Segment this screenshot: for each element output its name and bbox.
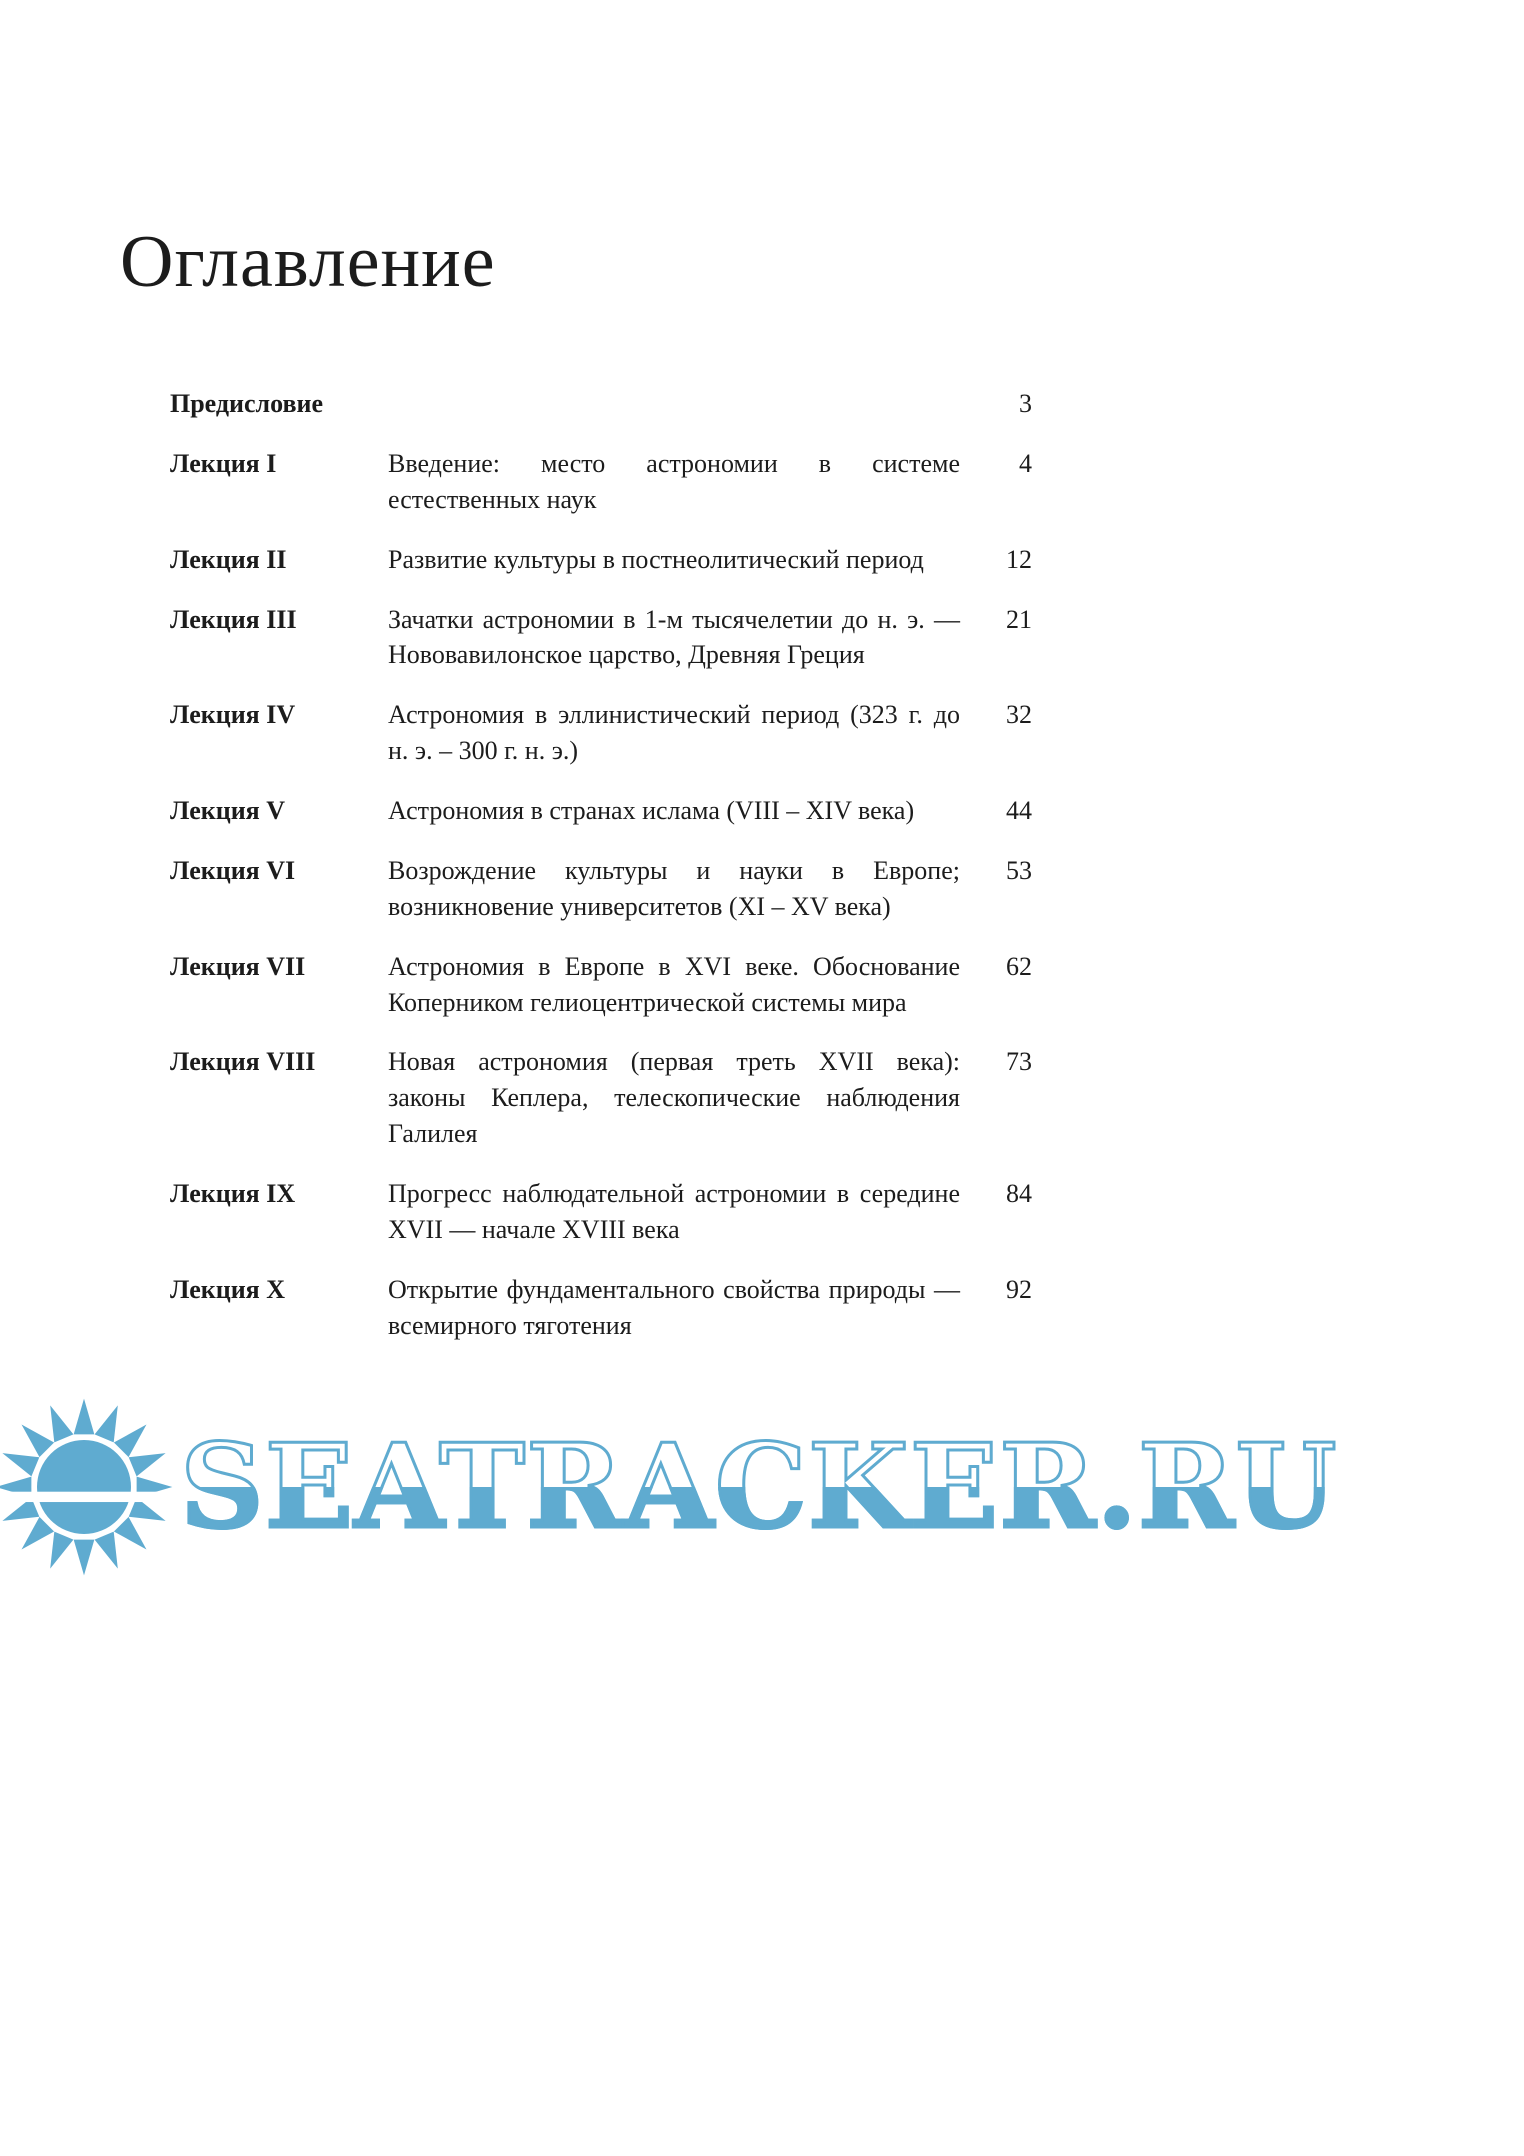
page-title: Оглавление: [120, 221, 496, 303]
toc-entry-label: Предисловие: [170, 389, 324, 418]
toc-entry-label: Лекция VI: [170, 855, 296, 885]
toc-entry-page: 21: [1006, 604, 1032, 634]
toc-entry-label: Лекция VIII: [170, 1047, 316, 1077]
toc-entry-title: Астрономия в эллинистический период (323 г. до н. э. – 300 г. н. э.): [388, 700, 960, 766]
toc-entry-title: Развитие культуры в постнеолитический период: [388, 544, 924, 574]
toc-row: [170, 1044, 1032, 1152]
toc-entry-title: Зачатки астрономии в 1-м тысячелетии до н. э. — Нововавилонское царство, Древняя Греция: [388, 604, 960, 670]
toc-entry-page: 84: [1006, 1179, 1032, 1208]
toc-entry-title: Возрождение культуры и науки в Европе; возникновение университетов (XI – XV века): [388, 855, 960, 921]
toc-entry-page: 62: [1006, 951, 1032, 981]
watermark: [0, 1392, 1524, 1582]
toc-row: [170, 602, 1032, 674]
toc-entry-title: Открытие фундаментального свойства природы — всемирного тяготения: [388, 1274, 960, 1340]
toc-entry-page: 53: [1006, 855, 1032, 885]
toc-entry-label: Лекция IV: [170, 700, 296, 730]
toc-row-preface: [170, 386, 1032, 422]
toc-entry-title: Новая астрономия (первая треть XVII века): законы Кеплера, телескопические наблюдения Галилея: [388, 1047, 960, 1149]
toc-row: [170, 853, 1032, 925]
toc-row: [170, 1272, 1032, 1344]
toc-row: [170, 1176, 1032, 1248]
toc-entry-label: Лекция III: [170, 604, 297, 634]
toc-entry-label: Лекция X: [170, 1274, 286, 1304]
sun-logo-icon: [0, 1393, 178, 1581]
toc-entry-page: 44: [1006, 796, 1032, 825]
watermark-text: SEATRACKER.RU: [180, 1419, 1338, 1555]
toc-row: [170, 446, 1032, 518]
toc-entry-page: 12: [1006, 544, 1032, 574]
toc-entry-label: Лекция I: [170, 448, 277, 478]
toc-row: [170, 542, 1032, 578]
toc-row: [170, 697, 1032, 769]
toc-entry-page: 92: [1006, 1274, 1032, 1304]
toc-entry-label: Лекция V: [170, 796, 286, 825]
toc-entry-label: Лекция II: [170, 544, 287, 574]
toc-entry-page: 73: [1006, 1047, 1032, 1077]
toc-entry-title: Прогресс наблюдательной астрономии в середине XVII — начале XVIII века: [388, 1179, 960, 1244]
toc-entry-page: 4: [1019, 448, 1032, 478]
toc-entry-label: Лекция VII: [170, 951, 306, 981]
toc-list: [170, 386, 1032, 1368]
toc-entry-label: Лекция IX: [170, 1179, 296, 1208]
toc-row: [170, 793, 1032, 829]
toc-entry-page: 3: [1019, 389, 1032, 418]
toc-entry-title: Астрономия в странах ислама (VIII – XIV века): [388, 796, 915, 825]
toc-entry-page: 32: [1006, 700, 1032, 730]
toc-entry-title: Введение: место астрономии в системе естественных наук: [388, 448, 960, 514]
toc-row: [170, 949, 1032, 1021]
toc-entry-title: Астрономия в Европе в XVI веке. Обоснование Коперником гелиоцентрической системы мира: [388, 951, 960, 1017]
